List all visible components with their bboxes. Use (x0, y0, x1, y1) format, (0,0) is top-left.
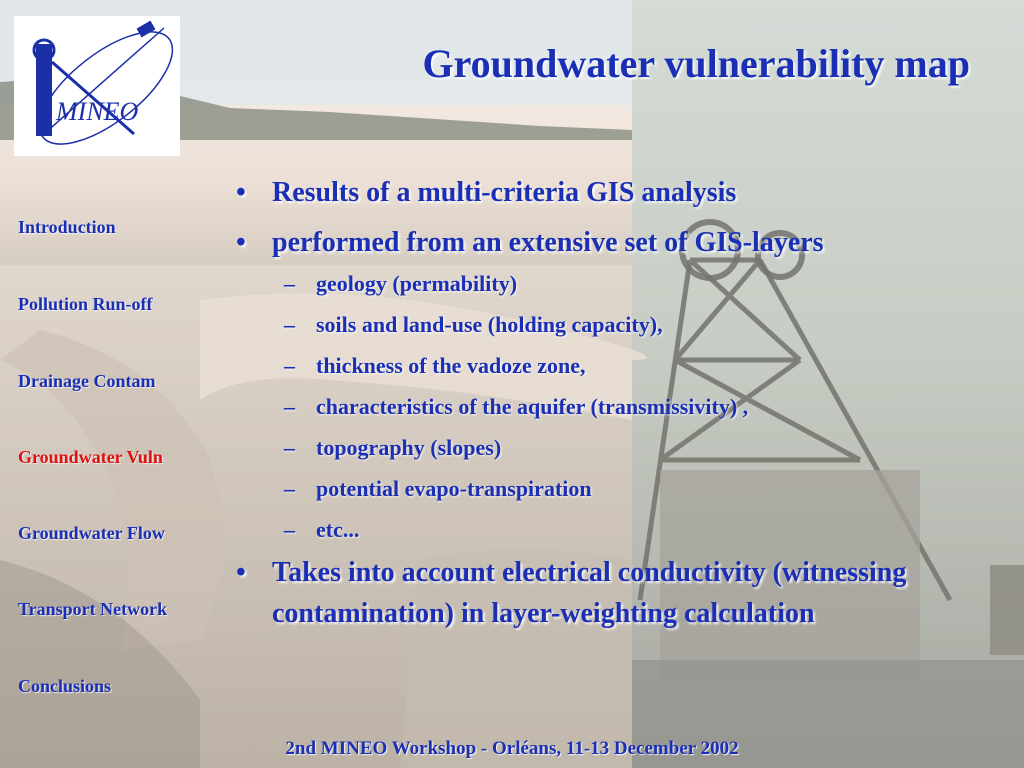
slide-title: Groundwater vulnerability map (422, 41, 970, 86)
bullet-text: Results of a multi-criteria GIS analysis (272, 177, 737, 208)
sub-bullet-item (230, 509, 960, 550)
nav-groundwater-vuln[interactable]: Groundwater Vuln (18, 447, 163, 467)
sub-bullet-item (230, 386, 960, 427)
slide-content (230, 172, 960, 634)
nav-groundwater-flow[interactable]: Groundwater Flow (18, 523, 165, 543)
bullet-mark: • (236, 227, 246, 258)
mineo-logo-icon (14, 16, 180, 156)
bullet-text: performed from an extensive set of GIS-layers (272, 227, 824, 258)
nav-pollution-run-off[interactable]: Pollution Run-off (18, 294, 153, 314)
logo-text: MINEO (56, 97, 139, 126)
sub-bullet-item (230, 345, 960, 386)
sub-bullet-item (230, 263, 960, 304)
dash-mark: – (284, 435, 295, 460)
sub-bullet-text: geology (permability) (316, 271, 518, 296)
sub-bullet-item (230, 468, 960, 509)
sub-bullet-text: soils and land-use (holding capacity), (316, 312, 663, 337)
dash-mark: – (284, 312, 295, 337)
bullet-mark: • (236, 557, 246, 588)
slide-footer: 2nd MINEO Workshop - Orléans, 11-13 December 2002 (285, 738, 739, 759)
nav-drainage-contam[interactable]: Drainage Contam (18, 371, 156, 391)
dash-mark: – (284, 271, 295, 296)
bullet-mark: • (236, 177, 246, 208)
bullet-item (230, 552, 960, 634)
sub-bullet-text: characteristics of the aquifer (transmissivity) , (316, 394, 749, 419)
dash-mark: – (284, 476, 295, 501)
dash-mark: – (284, 394, 295, 419)
sub-bullet-text: thickness of the vadoze zone, (316, 353, 586, 378)
nav-conclusions[interactable]: Conclusions (18, 676, 112, 696)
sub-bullet-item (230, 304, 960, 345)
nav-transport-network[interactable]: Transport Network (18, 599, 168, 619)
mineo-logo (14, 16, 180, 156)
sub-bullet-text: etc... (316, 517, 360, 542)
sub-bullet-text: topography (slopes) (316, 435, 502, 460)
bullet-item (230, 172, 960, 213)
bullet-item (230, 222, 960, 263)
sub-bullet-item (230, 427, 960, 468)
dash-mark: – (284, 517, 295, 542)
bullet-text: Takes into account electrical conductivity (witnessing contamination) in layer-weighting calculation (272, 557, 907, 629)
nav-introduction[interactable]: Introduction (18, 217, 116, 237)
dash-mark: – (284, 353, 295, 378)
sub-bullet-text: potential evapo-transpiration (316, 476, 592, 501)
